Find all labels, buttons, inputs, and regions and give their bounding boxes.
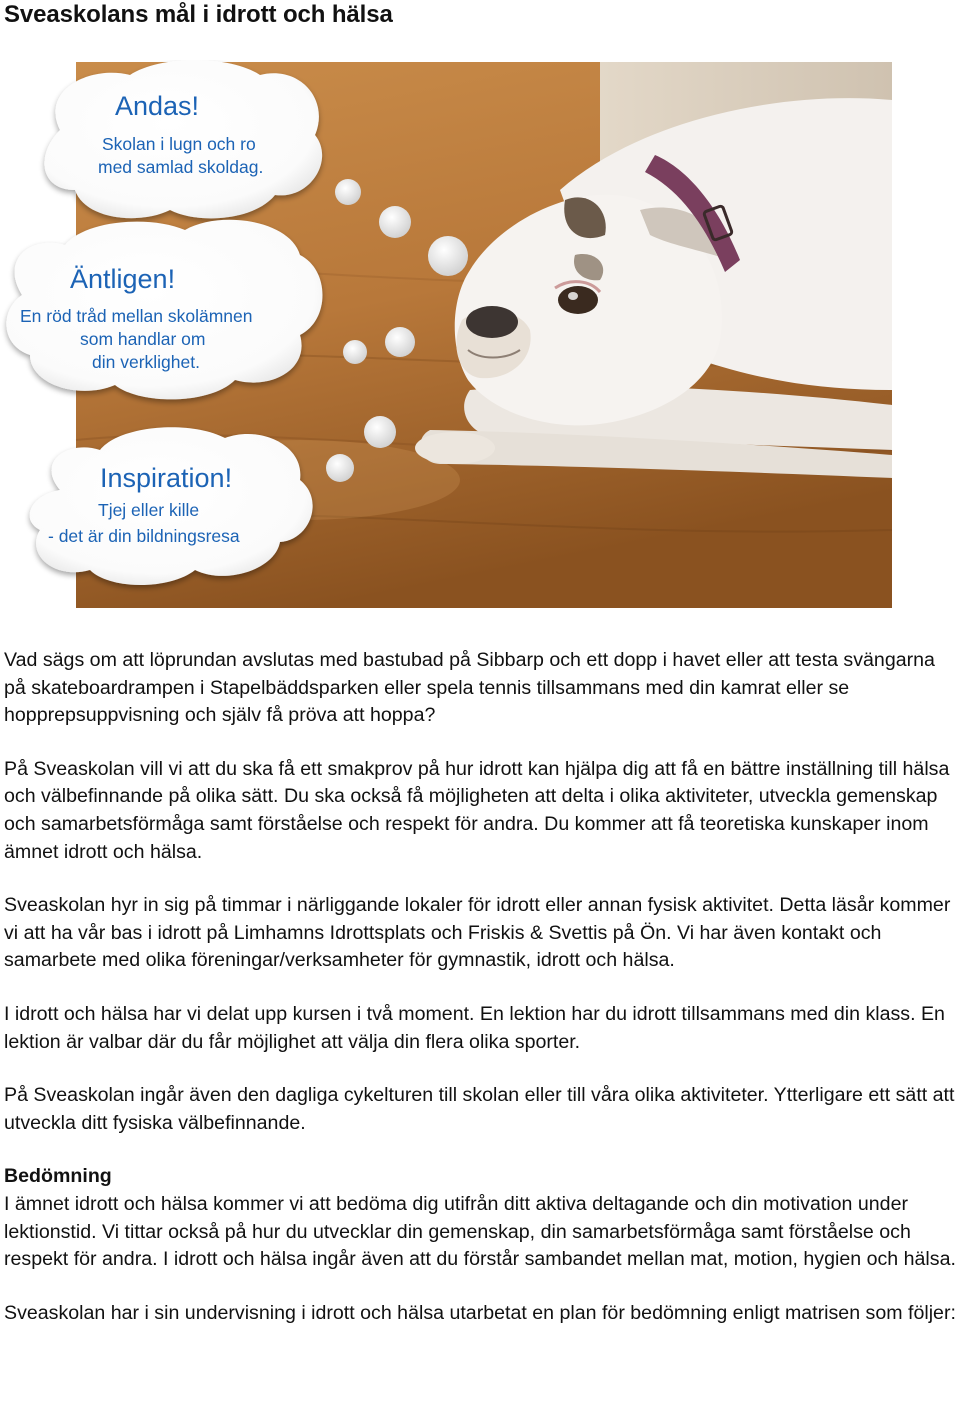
bubble-2-line-3: din verklighet. xyxy=(92,352,200,372)
assessment-heading: Bedömning xyxy=(4,1165,112,1188)
paragraph-activities: Vad sägs om att löprundan avslutas med bastubad på Sibbarp och ett dopp i havet eller att testa svängarna på skateboardrampen i Stapelbäddsparken eller spela tennis tillsammans med din kamrat eller se hopprepsuppvisning och själv få pröva att hoppa? xyxy=(4,649,935,727)
thought-bubble-andas xyxy=(44,60,322,218)
paragraph-course-structure: I idrott och hälsa har vi delat upp kursen i två moment. En lektion har du idrott tillsammans med din klass. En lektion är valbar där du får möjlighet att välja din flera olika sporter. xyxy=(4,1002,945,1053)
hero-image xyxy=(0,60,960,608)
bubble-2-title: Äntligen! xyxy=(70,264,176,294)
document-body xyxy=(4,647,959,1327)
bubble-1-line-2: med samlad skoldag. xyxy=(98,157,264,177)
paragraph-facilities: Sveaskolan hyr in sig på timmar i närliggande lokaler för idrott eller annan fysisk aktivitet. Detta läsår kommer vi att ha vår bas i idrott på Limhamns Idrottsplats och Friskis & Svettis på Ön. Vi har även kontakt och samarbete med olika föreningar/verksamheter för gymnastik, idrott och hälsa. xyxy=(4,894,951,972)
paragraph-cycling: På Sveaskolan ingår även den dagliga cykelturen till skolan eller till våra olika aktiviteter. Ytterligare ett sätt att utveckla ditt fysiska välbefinnande. xyxy=(4,1084,955,1134)
paragraph-goals: På Sveaskolan vill vi att du ska få ett smakprov på hur idrott kan hjälpa dig att få en bättre inställning till hälsa och välbefinnande på olika sätt. Du ska också få möjligheten att delta i olika aktiviteter, utveckla gemenskap och samarbetsförmåga samt förståelse och respekt för andra. Du kommer att få teoretiska kunskaper inom ämnet idrott och hälsa. xyxy=(4,757,950,863)
bubble-1-title: Andas! xyxy=(115,91,200,121)
bubble-3-line-2: - det är din bildningsresa xyxy=(48,526,240,546)
bubble-3-line-1: Tjej eller kille xyxy=(98,500,200,520)
bubble-1-line-1: Skolan i lugn och ro xyxy=(102,134,256,154)
bubble-2-line-2: som handlar om xyxy=(80,329,206,349)
paragraph-closing: Sveaskolan har i sin undervisning i idrott och hälsa utarbetat en plan för bedömning enligt matrisen som följer: xyxy=(4,1301,956,1324)
bubble-3-title: Inspiration! xyxy=(100,463,233,493)
assessment-text: I ämnet idrott och hälsa kommer vi att bedöma dig utifrån ditt aktiva deltagande och din motivation under lektionstid. Vi tittar också på hur du utvecklar din gemenskap, din samarbetsförmåga samt förståelse och respekt för andra. I idrott och hälsa ingår även att du förstår sambandet mellan mat, motion, hygien och hälsa. xyxy=(4,1192,956,1271)
bubble-2-line-1: En röd tråd mellan skolämnen xyxy=(20,306,253,326)
dog-thought-bubbles-illustration xyxy=(0,60,960,608)
thought-bubble-antligen xyxy=(6,220,322,400)
page-title: Sveaskolans mål i idrott och hälsa xyxy=(4,1,393,28)
assessment-section xyxy=(4,1163,959,1273)
